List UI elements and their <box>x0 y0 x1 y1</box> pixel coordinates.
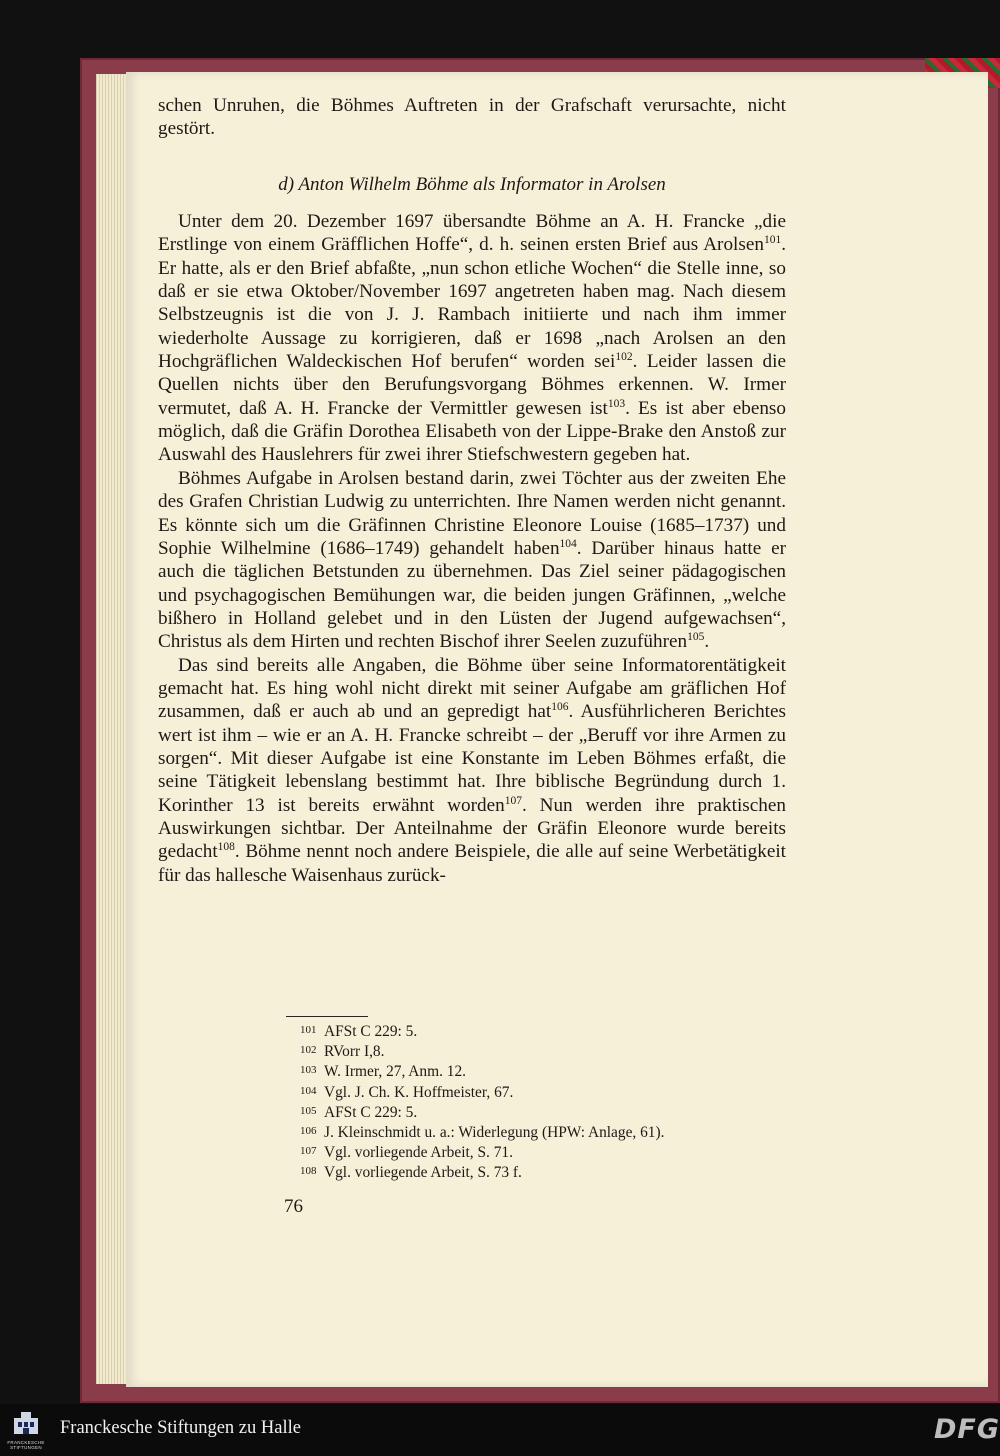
footnote: 108 Vgl. vorliegende Arbeit, S. 73 f. <box>300 1164 522 1182</box>
footnote-ref: 102 <box>615 351 633 364</box>
footnote: 104 Vgl. J. Ch. K. Hoffmeister, 67. <box>300 1083 514 1101</box>
footnote: 107 Vgl. vorliegende Arbeit, S. 71. <box>300 1144 513 1162</box>
logo-label: FRANCKESCHE STIFTUNGEN <box>7 1440 45 1450</box>
body-text <box>158 94 786 887</box>
paragraph-2: Böhmes Aufgabe in Arolsen bestand darin, zwei Töchter aus der zweiten Ehe des Grafen Christian Ludwig zu unterrichten. Ihre Namen werden nicht genannt. Es könnte sich um die Gräfinnen Christine Eleonore Louise (1685–1737) und Sophie Wilhelmine (1686–1749) gehandelt haben$^{104}$. Darüber hinaus hatte er auch die täglichen Betstunden zu übernehmen. Das Ziel seiner pädagogischen und psychagogischen Bemühungen war, die beiden jungen Gräfinnen, „welche bißhero in Holland gelebet und in den Lüsten der Jugend aufgewachsen“, Christus als dem Hirten und rechten Bischof ihrer Seelen zuzuführen$^{105}$. <box>158 467 786 653</box>
footnote-ref: 104 <box>559 537 577 550</box>
footnote-ref: 101 <box>763 234 782 247</box>
footnote-ref: 105 <box>687 631 705 644</box>
institution-name[interactable]: Franckesche Stiftungen zu Halle <box>60 1418 301 1438</box>
section-heading: d) Anton Wilhelm Böhme als Informator in Arolsen <box>278 173 666 195</box>
footnote: 101 AFSt C 229: 5. <box>300 1023 418 1040</box>
continuation-paragraph: schen Unruhen, die Böhmes Auftreten in der Grafschaft verursachte, nicht gestört. <box>158 95 786 140</box>
paragraph-3: Das sind bereits alle Angaben, die Böhme über seine Informatorentätigkeit gemacht hat. Es hing wohl nicht direkt mit seiner Aufgabe am gräflichen Hof zusammen, daß er auch ab und an gepredigt hat$^{106}$. Ausführlicheren Berichtes wert ist ihm – wie er an A. H. Francke schreibt – der „Beruff vor ihre Armen zu sorgen“. Mit dieser Aufgabe ist eine Konstante im Leben Böhmes erfaßt, die seine Tätigkeit lebenslang bestimmt hat. Ihre biblische Begründung durch 1. Korinther 13 ist bereits erwähnt worden$^{107}$. Nun werden ihre praktischen Auswirkungen sichtbar. Der Anteilnahme der Gräfin Eleonore wurde bereits gedacht$^{108}$. Böhme nennt noch andere Beispiele, die alle auf seine Werbetätigkeit für das hallesche Waisenhaus zurück- <box>158 654 786 886</box>
footnote-ref: 106 <box>551 701 569 714</box>
footnote-ref: 103 <box>607 397 626 410</box>
footnotes <box>300 1021 820 1183</box>
footnote: 106 J. Kleinschmidt u. a.: Widerlegung (HPW: Anlage, 61). <box>300 1124 665 1142</box>
footnote-ref: 108 <box>217 841 235 854</box>
page-number: 76 <box>284 1196 303 1217</box>
dfg-logo[interactable]: DFG <box>934 1414 1000 1445</box>
footnote: 102 RVorr I,8. <box>300 1043 385 1061</box>
paragraph-1: Unter dem 20. Dezember 1697 übersandte Böhme an A. H. Francke „die Erstlinge von einem Gräfflichen Hoffe“, d. h. seinen ersten Brief aus Arolsen$^{101}$. Er hatte, als er den Brief abfaßte, „nun schon etliche Wochen“ die Stelle inne, so daß er sie etwa Oktober/November 1697 angetreten haben mag. Nach diesem Selbstzeugnis ist die von J. J. Rambach initiierte und nach ihm immer wiederholte Aussage zu korrigieren, daß er 1698 „nach Arolsen an den Hochgräflichen Waldeckischen Hof berufen“ worden sei$^{102}$. Leider lassen die Quellen nichts über den Berufungsvorgang Böhmes erkennen. W. Irmer vermutet, daß A. H. Francke der Vermittler gewesen ist$^{103}$. Es ist aber ebenso möglich, daß die Gräfin Dorothea Elisabeth von der Lippe-Brake den Anstoß zur Auswahl des Hauslehrers für zwei ihrer Stiefschwestern gegeben hat. <box>158 211 786 466</box>
footnote: 105 AFSt C 229: 5. <box>300 1103 418 1121</box>
footnote-ref: 107 <box>504 794 522 807</box>
footnote-rule <box>286 1016 368 1017</box>
footnote: 103 W. Irmer, 27, Anm. 12. <box>300 1063 467 1081</box>
